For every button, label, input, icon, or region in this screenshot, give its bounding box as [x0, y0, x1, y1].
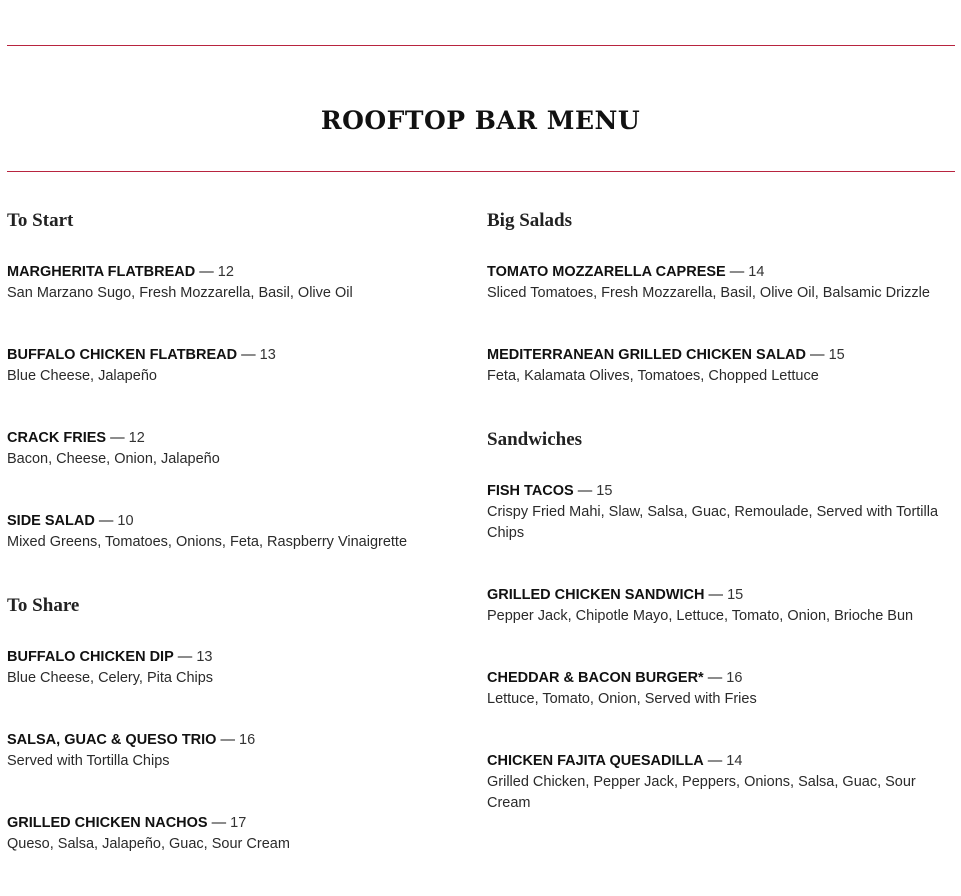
item-price: 10: [117, 513, 134, 529]
item-name: SALSA, GUAC & QUESO TRIO: [7, 732, 217, 748]
price-separator: —: [195, 264, 218, 280]
price-separator: —: [207, 815, 231, 831]
price-separator: —: [573, 483, 597, 499]
item-name: GRILLED CHICKEN SANDWICH: [487, 587, 705, 603]
item-title-line: [7, 511, 467, 532]
item-title-line: [7, 262, 467, 283]
item-price: 14: [748, 264, 765, 280]
item-title-line: [487, 262, 955, 283]
menu-item: [487, 585, 955, 627]
item-title-line: [7, 428, 467, 449]
item-title-line: [7, 647, 467, 668]
item-title-line: [487, 481, 955, 502]
item-description: Blue Cheese, Jalapeño: [7, 368, 157, 384]
section-heading: To Share: [7, 595, 80, 616]
item-title-line: [487, 585, 955, 606]
price-separator: —: [725, 264, 749, 280]
menu-section: [7, 209, 467, 553]
item-price: 13: [196, 649, 213, 665]
price-separator: —: [173, 649, 197, 665]
item-description: Bacon, Cheese, Onion, Jalapeño: [7, 451, 220, 467]
price-separator: —: [703, 670, 727, 686]
item-title-line: [487, 668, 955, 689]
right-column: [487, 209, 955, 855]
menu-item: [487, 345, 955, 387]
item-title-line: [7, 813, 467, 834]
menu-item: [7, 730, 467, 772]
menu-item: [487, 668, 955, 710]
item-price: 16: [239, 732, 256, 748]
item-name: MARGHERITA FLATBREAD: [7, 264, 196, 280]
item-price: 12: [217, 264, 234, 280]
menu-item: [487, 481, 955, 544]
item-name: BUFFALO CHICKEN DIP: [7, 649, 174, 665]
menu-item: [7, 511, 467, 553]
section-heading: To Start: [7, 210, 74, 231]
menu-item: [7, 813, 467, 855]
item-description: Crispy Fried Mahi, Slaw, Salsa, Guac, Remoulade, Served with Tortilla Chips: [487, 504, 939, 541]
price-separator: —: [704, 587, 728, 603]
left-column: [7, 209, 467, 896]
section-heading: Big Salads: [487, 210, 573, 231]
price-separator: —: [703, 753, 727, 769]
item-description: Lettuce, Tomato, Onion, Served with Fries: [487, 691, 757, 707]
item-name: CHICKEN FAJITA QUESADILLA: [487, 753, 704, 769]
item-name: MEDITERRANEAN GRILLED CHICKEN SALAD: [487, 347, 806, 363]
menu-section: [487, 428, 955, 814]
item-price: 14: [726, 753, 743, 769]
menu-item: [7, 262, 467, 304]
item-title-line: [487, 751, 955, 772]
item-description: Queso, Salsa, Jalapeño, Guac, Sour Cream: [7, 836, 290, 852]
price-separator: —: [806, 347, 829, 363]
item-description: Served with Tortilla Chips: [7, 753, 170, 769]
item-name: CRACK FRIES: [7, 430, 107, 446]
menu-item: [487, 751, 955, 814]
item-description: Sliced Tomatoes, Fresh Mozzarella, Basil, Olive Oil, Balsamic Drizzle: [487, 285, 930, 301]
item-description: San Marzano Sugo, Fresh Mozzarella, Basil, Olive Oil: [7, 285, 353, 301]
item-description: Feta, Kalamata Olives, Tomatoes, Chopped Lettuce: [487, 368, 819, 384]
price-separator: —: [106, 430, 129, 446]
item-price: 15: [596, 483, 613, 499]
page-title: ROOFTOP BAR MENU: [320, 106, 641, 135]
item-title-line: [7, 730, 467, 751]
price-separator: —: [94, 513, 118, 529]
item-price: 17: [230, 815, 247, 831]
price-separator: —: [237, 347, 260, 363]
item-description: Grilled Chicken, Pepper Jack, Peppers, Onions, Salsa, Guac, Sour Cream: [487, 774, 916, 811]
item-name: SIDE SALAD: [7, 513, 95, 529]
menu-item: [7, 647, 467, 689]
title-divider: [7, 171, 955, 172]
menu-section: [487, 209, 955, 387]
top-divider: [7, 45, 955, 46]
item-name: GRILLED CHICKEN NACHOS: [7, 815, 208, 831]
menu-item: [7, 428, 467, 470]
section-heading: Sandwiches: [487, 429, 583, 450]
item-price: 13: [259, 347, 276, 363]
price-separator: —: [216, 732, 240, 748]
item-title-line: [7, 345, 467, 366]
item-price: 15: [828, 347, 845, 363]
item-price: 16: [726, 670, 743, 686]
item-price: 12: [128, 430, 145, 446]
item-description: Blue Cheese, Celery, Pita Chips: [7, 670, 214, 686]
item-name: BUFFALO CHICKEN FLATBREAD: [7, 347, 238, 363]
item-title-line: [487, 345, 955, 366]
menu-section: [7, 594, 467, 855]
item-name: FISH TACOS: [487, 483, 574, 499]
item-name: TOMATO MOZZARELLA CAPRESE: [487, 264, 726, 280]
item-description: Pepper Jack, Chipotle Mayo, Lettuce, Tomato, Onion, Brioche Bun: [487, 608, 914, 624]
menu-item: [7, 345, 467, 387]
item-description: Mixed Greens, Tomatoes, Onions, Feta, Raspberry Vinaigrette: [7, 534, 408, 550]
item-name: CHEDDAR & BACON BURGER*: [487, 670, 704, 686]
menu-item: [487, 262, 955, 304]
item-price: 15: [727, 587, 744, 603]
